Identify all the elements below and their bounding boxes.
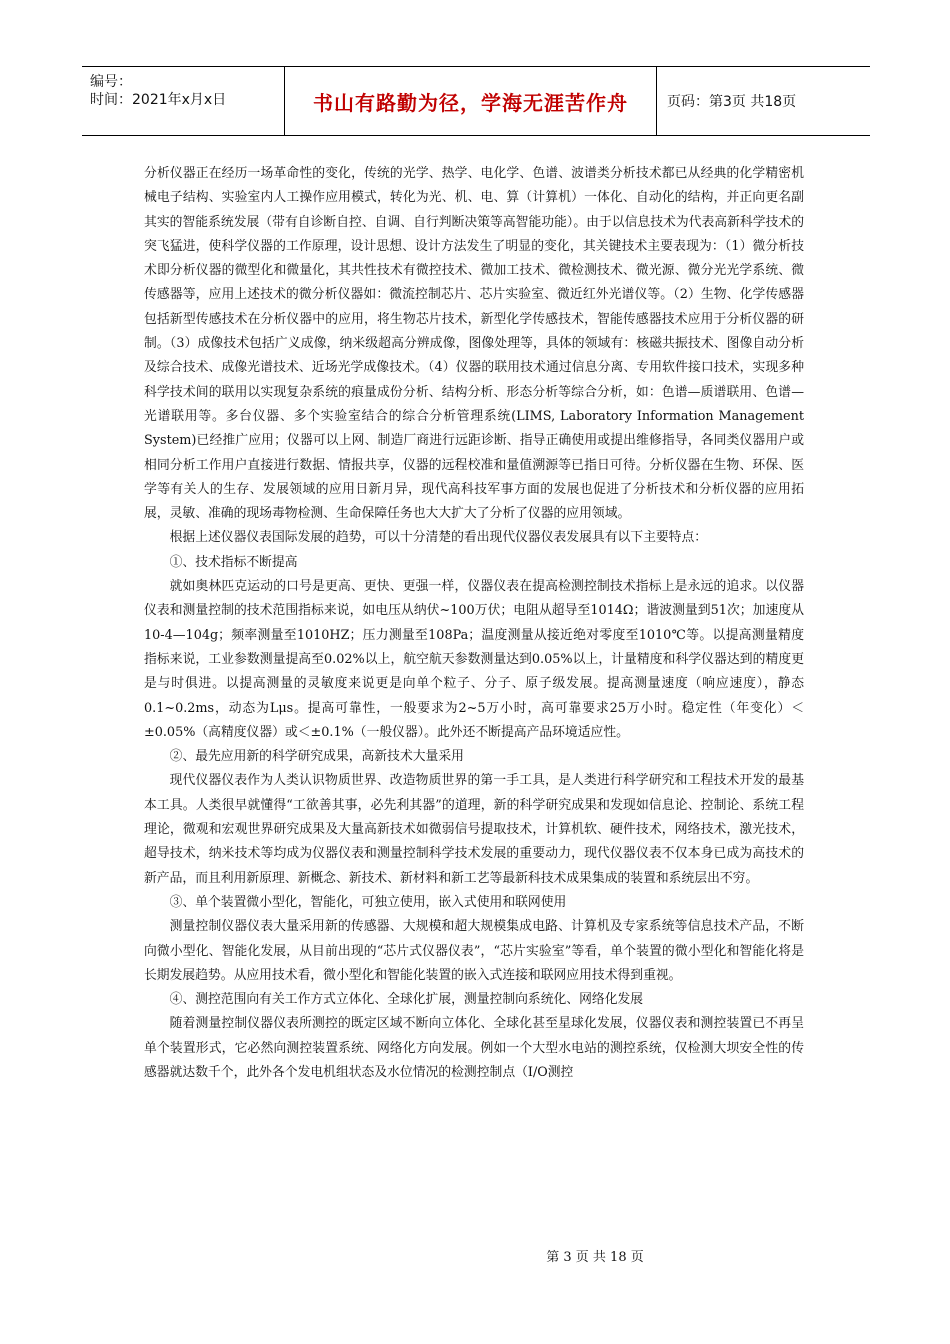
date-label: 时间：2021年x月x日 (90, 92, 227, 108)
page-footer: 第 3 页 共 18 页 (546, 1250, 644, 1265)
paragraph: 就如奥林匹克运动的口号是更高、更快、更强一样，仪器仪表在提高检测控制技术指标上是永远的追求。以仪器仪表和测量控制的技术范围指标来说，如电压从纳伏~100万伏；电阻从超导至1014Ω；谐波测量到51次；加速度从10-4—104g；频率测量至1010HZ；压力测量至108Pa；温度测量从接近绝对零度至1010℃等。以提高测量精度指标来说，工业参数测量提高至0.02%以上，航空航天参数测量达到0.05%以上，计量精度和科学仪器达到的精度更是与时俱进。以提高测量的灵敏度来说更是向单个粒子、分子、原子级发展。提高测量速度（响应速度），静态0.1~0.2ms，动态为Lμs。提高可靠性，一般要求为2~5万小时，高可靠要求25万小时。稳定性（年变化）＜±0.05%（高精度仪器）或＜±0.1%（一般仪器）。此外还不断提高产品环境适应性。 (144, 579, 804, 740)
paragraph: 随着测量控制仪器仪表所测控的既定区域不断向立体化、全球化甚至星球化发展，仪器仪表和测控装置已不再呈单个装置形式，它必然向测控装置系统、网络化方向发展。例如一个大型水电站的测控系统，仅检测大坝安全性的传感器就达数千个，此外各个发电机组状态及水位情况的检测控制点（I/O测控 (144, 1016, 804, 1080)
document-body (144, 162, 804, 1085)
number-label: 编号： (90, 74, 132, 90)
paragraph: ②、最先应用新的科学研究成果，高新技术大量采用 (169, 749, 464, 765)
paragraph: ④、测控范围向有关工作方式立体化、全球化扩展，测量控制向系统化、网络化发展 (169, 992, 644, 1008)
paragraph: 现代仪器仪表作为人类认识物质世界、改造物质世界的第一手工具，是人类进行科学研究和工程技术开发的最基本工具。人类很早就懂得“工欲善其事，必先利其器”的道理，新的科学研究成果和发现如信息论、控制论、系统工程理论，微观和宏观世界研究成果及大量高新技术如微弱信号提取技术，计算机软、硬件技术，网络技术，激光技术，超导技术，纳米技术等均成为仪器仪表和测量控制科学技术发展的重要动力，现代仪器仪表不仅本身已成为高技术的新产品，而且利用新原理、新概念、新技术、新材料和新工艺等最新科技术成果集成的装置和系统层出不穷。 (144, 773, 804, 886)
paragraph: ①、技术指标不断提高 (169, 554, 298, 570)
paragraph: 分析仪器正在经历一场革命性的变化，传统的光学、热学、电化学、色谱、波谱类分析技术都已从经典的化学精密机械电子结构、实验室内人工操作应用模式，转化为光、机、电、算（计算机）一体化、自动化的结构，并正向更名副其实的智能系统发展（带有自诊断自控、自调、自行判断决策等高智能功能）。由于以信息技术为代表高新科学技术的突飞猛进，使科学仪器的工作原理，设计思想、设计方法发生了明显的变化，其关键技术主要表现为：（1）微分析技术即分析仪器的微型化和微量化，其共性技术有微控技术、微加工技术、微检测技术、微光源、微分光光学系统、微传感器等，应用上述技术的微分析仪器如：微流控制芯片、芯片实验室、微近红外光谱仪等。（2）生物、化学传感器包括新型传感技术在分析仪器中的应用，将生物芯片技术，新型化学传感技术，智能传感器技术应用于分析仪器的研制。（3）成像技术包括广义成像，纳米级超高分辨成像，图像处理等，具体的领域有：核磁共振技术、图像自动分析及综合技术、成像光谱技术、近场光学成像技术。（4）仪器的联用技术通过信息分离、专用软件接口技术，实现多种科学技术间的联用以实现复杂系统的痕量成份分析、结构分析、形态分析等综合分析，如：色谱—质谱联用、色谱—光谱联用等。多台仪器、多个实验室结合的综合分析管理系统(LIMS, Laboratory Information Management System)已经推广应用；仪器可以上网、制造厂商进行远距诊断、指导正确使用或提出维修指导，各同类仪器用户或相同分析工作用户直接进行数据、情报共享，仪器的远程校准和量值溯源等已指日可待。分析仪器在生物、环保、医学等有关人的生存、发展领域的应用日新月异，现代高科技军事方面的发展也促进了分析技术和分析仪器的应用拓展，灵敏、准确的现场毒物检测、生命保障任务也大大扩大了分析了仪器的应用领域。 (144, 166, 804, 522)
header-motto: 书山有路勤为径，学海无涯苦作舟 (285, 67, 657, 135)
header-page-info: 页码：第3页 共18页 (667, 94, 797, 110)
paragraph: ③、单个装置微小型化，智能化，可独立使用，嵌入式使用和联网使用 (169, 894, 567, 910)
paragraph: 测量控制仪器仪表大量采用新的传感器、大规模和超大规模集成电路、计算机及专家系统等信息技术产品，不断向微小型化、智能化发展，从目前出现的“芯片式仪器仪表”，“芯片实验室”等看，单个装置的微小型化和智能化将是长期发展趋势。从应用技术看，微小型化和智能化装置的嵌入式连接和联网应用技术得到重视。 (144, 919, 804, 983)
paragraph: 根据上述仪器仪表国际发展的趋势，可以十分清楚的看出现代仪器仪表发展具有以下主要特点： (169, 530, 708, 546)
header-meta (82, 67, 285, 135)
page-header (82, 66, 870, 136)
